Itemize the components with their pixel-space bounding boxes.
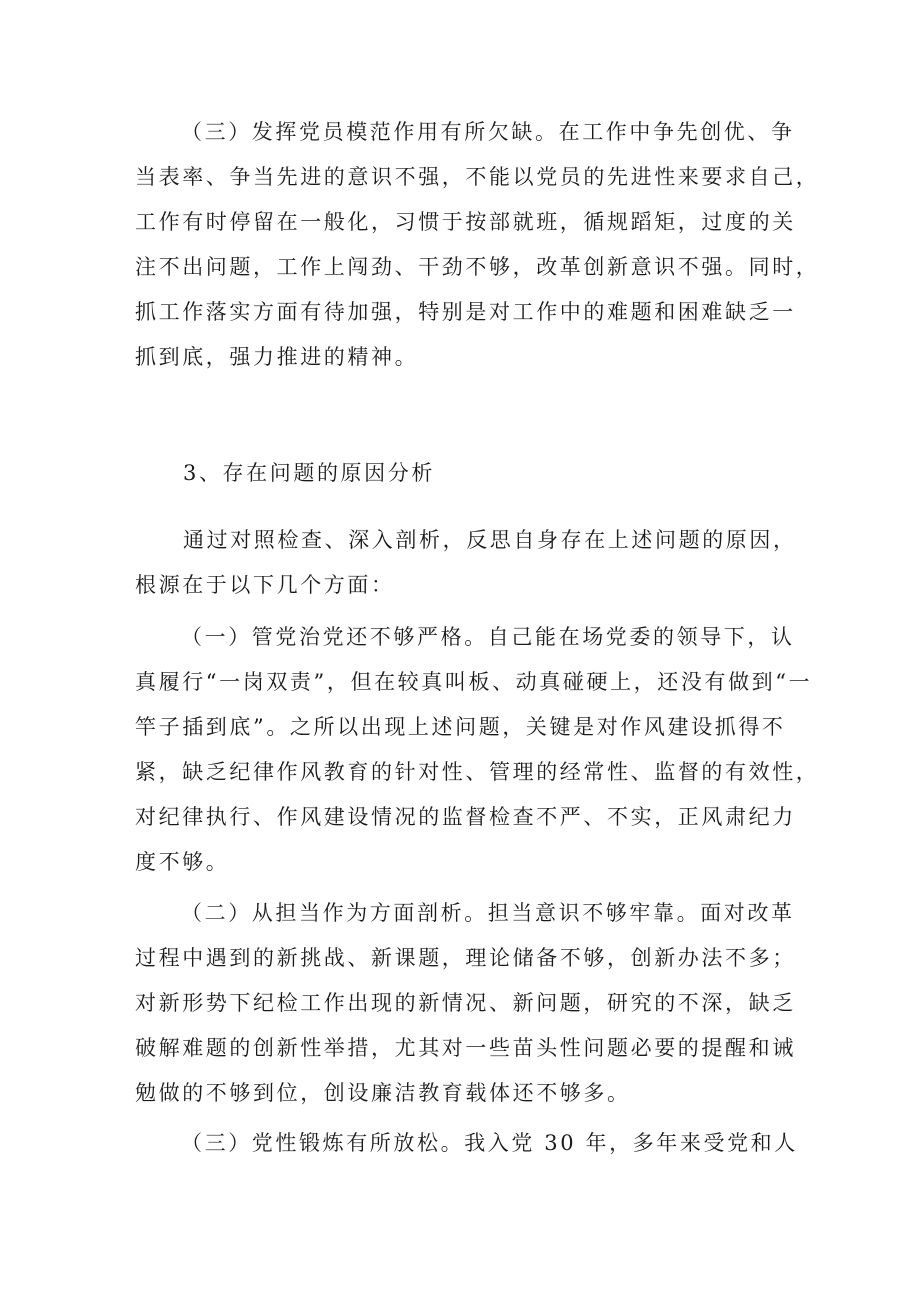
text-line: （三）发挥党员模范作用有所欠缺。在工作中争先创优、争 — [181, 120, 795, 144]
text-line: （三）党性锻炼有所放松。我入党 30 年，多年来受党和人 — [181, 1131, 798, 1155]
text-line: 对纪律执行、作风建设情况的监督检查不严、不实，正风肃纪力 — [135, 805, 796, 829]
text-line: （二）从担当作为方面剖析。担当意识不够牢靠。面对改革 — [181, 901, 795, 925]
text-line: 注不出问题，工作上闯劲、干劲不够，改革创新意识不强。同时， — [135, 255, 820, 279]
text-line: 破解难题的创新性举措，尤其对一些苗头性问题必要的提醒和诫 — [135, 1036, 796, 1060]
section-heading: 3、存在问题的原因分析 — [183, 461, 435, 485]
text-line: 当表率、争当先进的意识不强，不能以党员的先进性来要求自己， — [135, 165, 820, 189]
text-line: 竿子插到底”。之所以出现上述问题，关键是对作风建设抓得不 — [135, 715, 786, 739]
text-line: 抓工作落实方面有待加强，特别是对工作中的难题和困难缺乏一 — [135, 300, 796, 324]
text-line: 通过对照检查、深入剖析，反思自身存在上述问题的原因， — [183, 528, 797, 552]
text-line: 抓到底，强力推进的精神。 — [135, 345, 419, 369]
text-line: 过程中遇到的新挑战、新课题，理论储备不够，创新办法不多； — [135, 946, 796, 970]
text-line: 工作有时停留在一般化，习惯于按部就班，循规蹈矩，过度的关 — [135, 210, 796, 234]
text-line: （一）管党治党还不够严格。自己能在场党委的领导下，认 — [181, 625, 795, 649]
text-line: 紧，缺乏纪律作风教育的针对性、管理的经常性、监督的有效性， — [135, 760, 820, 784]
text-line: 对新形势下纪检工作出现的新情况、新问题，研究的不深，缺乏 — [135, 991, 796, 1015]
text-line: 真履行“一岗双责”，但在较真叫板、动真碰硬上，还没有做到“一 — [135, 670, 813, 694]
text-line: 根源在于以下几个方面： — [135, 573, 395, 597]
text-line: 勉做的不够到位，创设廉洁教育载体还不够多。 — [135, 1081, 631, 1105]
text-line: 度不够。 — [135, 850, 230, 874]
